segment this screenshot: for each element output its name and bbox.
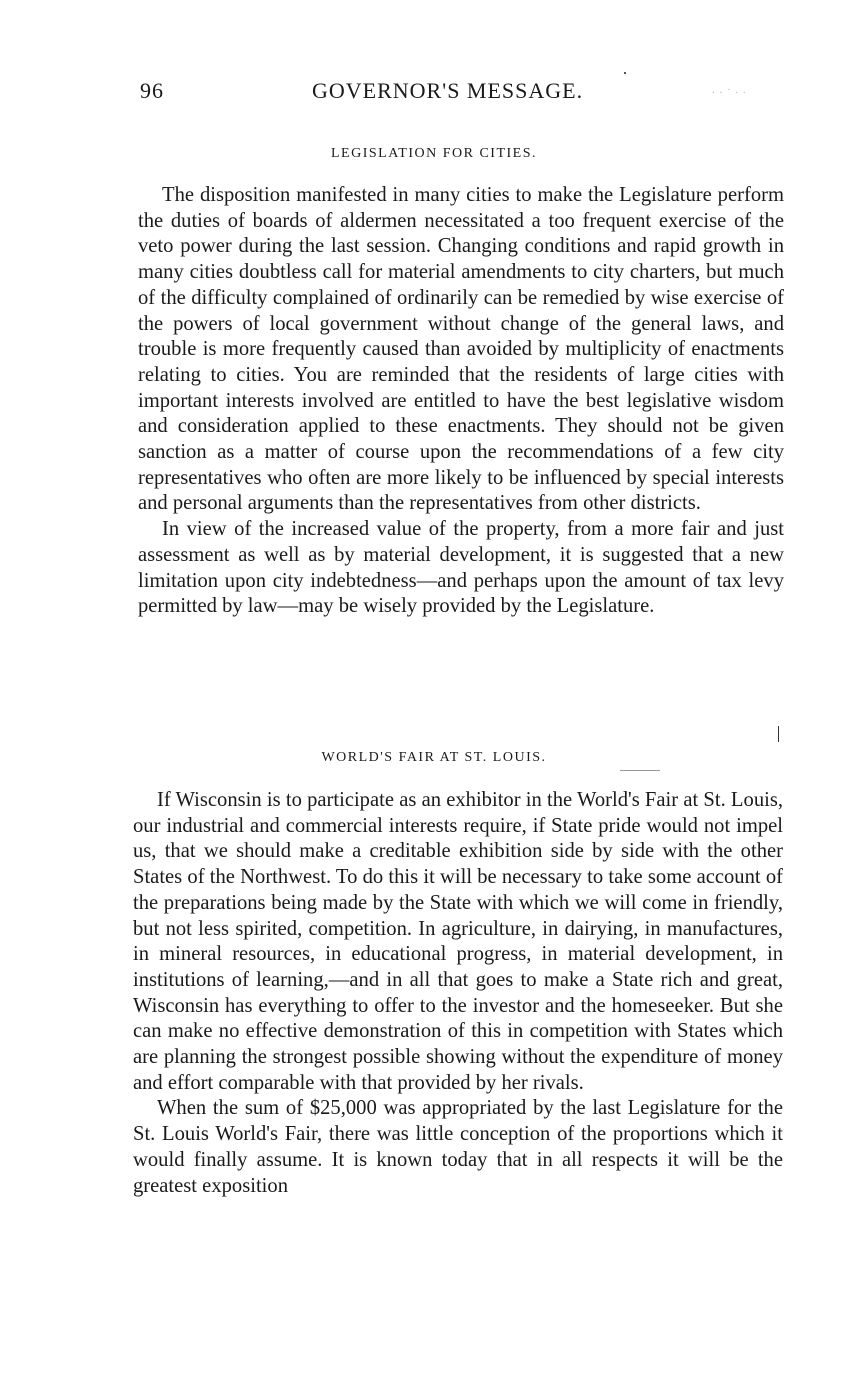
section-heading-legislation: LEGISLATION FOR CITIES. <box>331 146 537 161</box>
running-title: GOVERNOR'S MESSAGE. <box>312 78 584 103</box>
margin-mark <box>778 726 779 742</box>
page-number: 96 <box>140 78 164 103</box>
running-head <box>140 78 780 108</box>
section-body-worlds-fair <box>133 788 783 1199</box>
library-stamp-mark: . . · . . <box>712 84 747 96</box>
paragraph: If Wisconsin is to participate as an exhibitor in the World's Fair at St. Louis, our industrial and commercial interests require, if State pride would not impel us, that we should make a creditable exhibition side by side with the other States of the Northwest. To do this it will be necessary to take some account of the preparations being made by the State with which we will come in friendly, but not less spirited, competition. In agriculture, in dairying, in manufactures, in mineral resources, in educational progress, in material development, in institutions of learning,—and in all that goes to make a State rich and great, Wisconsin has everything to offer to the investor and the homeseeker. But she can make no effective demonstration of this in competition with States which are planning the strongest possible showing without the expenditure of money and effort comparable with that provided by her rivals. <box>133 789 783 1094</box>
paragraph: When the sum of $25,000 was appropriated by the last Legislature for the St. Louis World's Fair, there was little conception of the proportions which it would finally assume. It is known today that in all respects it will be the greatest exposition <box>133 1097 783 1197</box>
section-body-legislation <box>138 183 784 620</box>
paragraph: In view of the increased value of the property, from a more fair and just assessment as well as by material development, it is suggested that a new limitation upon city indebtedness—and perhaps upon the amount of tax levy permitted by law—may be wisely provided by the Legislature. <box>138 518 784 618</box>
ink-dash <box>620 770 660 771</box>
section-heading-worlds-fair: WORLD'S FAIR AT ST. LOUIS. <box>321 750 547 765</box>
paragraph: The disposition manifested in many cities to make the Legislature perform the duties of boards of aldermen necessitated a too frequent exercise of the veto power during the last session. Changing conditions and rapid growth in many cities doubtless call for material amendments to city charters, but much of the difficulty complained of ordinarily can be remedied by wise exercise of the powers of local government without change of the general laws, and trouble is more frequently caused than avoided by multiplicity of enactments relating to cities. You are reminded that the residents of large cities with important interests involved are entitled to have the best legislative wisdom and consideration applied to these enactments. They should not be given sanction as a matter of course upon the recommendations of a few city representatives who often are more likely to be influenced by special interests and personal arguments than the representatives from other districts. <box>138 184 784 515</box>
ink-speck <box>624 72 626 74</box>
